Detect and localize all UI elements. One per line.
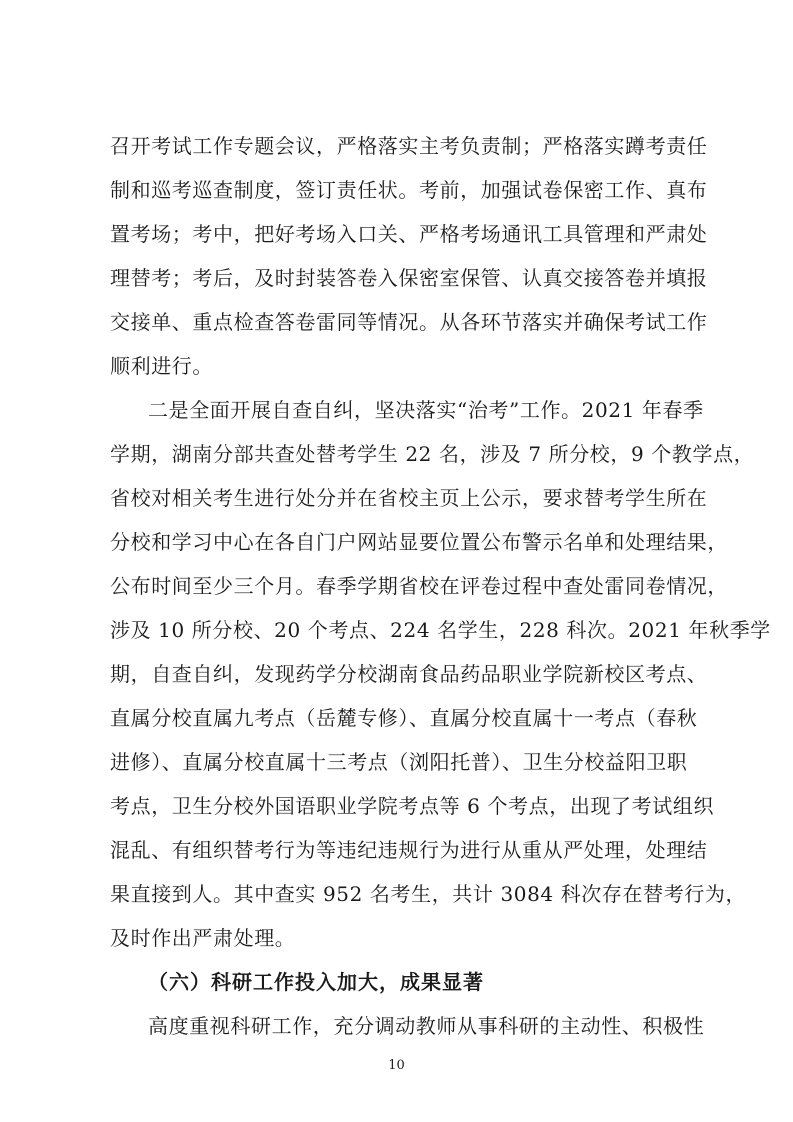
paragraph-2-line-1: 二是全面开展自查自纠，坚决落实“治考”工作。2021 年春季 (148, 398, 704, 422)
paragraph-1-line-5: 交接单、重点检查答卷雷同等情况。从各环节落实并确保考试工作 (110, 310, 708, 334)
paragraph-2-line-9: 进修）、直属分校直属十三考点（浏阳托普）、卫生分校益阳卫职 (110, 750, 688, 774)
paragraph-1-line-6: 顺利进行。 (110, 354, 213, 378)
paragraph-2-line-13: 及时作出严肃处理。 (110, 926, 296, 950)
paragraph-2-line-5: 公布时间至少三个月。春季学期省校在评卷过程中查处雷同卷情况， (110, 574, 728, 598)
paragraph-2-line-12: 果直接到人。其中查实 952 名考生，共计 3084 科次存在替考行为， (110, 882, 747, 906)
paragraph-1-line-2: 制和巡考巡查制度，签订责任状。考前，加强试卷保密工作、真布 (110, 178, 708, 202)
paragraph-2-line-6: 涉及 10 所分校、20 个考点、224 名学生，228 科次。2021 年秋季学 (110, 618, 771, 642)
paragraph-2-line-4: 分校和学习中心在各自门户网站显要位置公布警示名单和处理结果， (110, 530, 728, 554)
section-heading: （六）科研工作投入加大，成果显著 (148, 970, 484, 994)
paragraph-2-line-3: 省校对相关考生进行处分并在省校主页上公示，要求替考学生所在 (110, 486, 708, 510)
paragraph-2-line-8: 直属分校直属九考点（岳麓专修）、直属分校直属十一考点（春秋 (110, 706, 698, 730)
paragraph-1-line-3: 置考场；考中，把好考场入口关、严格考场通讯工具管理和严肃处 (110, 222, 708, 246)
paragraph-1-line-1: 召开考试工作专题会议，严格落实主考负责制；严格落实蹲考责任 (110, 134, 708, 158)
paragraph-2-line-2: 学期，湖南分部共查处替考学生 22 名，涉及 7 所分校，9 个教学点， (110, 442, 755, 466)
paragraph-1-line-4: 理替考；考后，及时封装答卷入保密室保管、认真交接答卷并填报 (110, 266, 708, 290)
paragraph-2-line-11: 混乱、有组织替考行为等违纪违规行为进行从重从严处理，处理结 (110, 838, 708, 862)
paragraph-2-line-7: 期，自查自纠，发现药学分校湖南食品药品职业学院新校区考点、 (110, 662, 708, 686)
paragraph-2-line-10: 考点，卫生分校外国语职业学院考点等 6 个考点，出现了考试组织 (110, 794, 715, 818)
paragraph-3-line-1: 高度重视科研工作，充分调动教师从事科研的主动性、积极性 (148, 1014, 705, 1038)
page-number: 10 (388, 1058, 405, 1073)
